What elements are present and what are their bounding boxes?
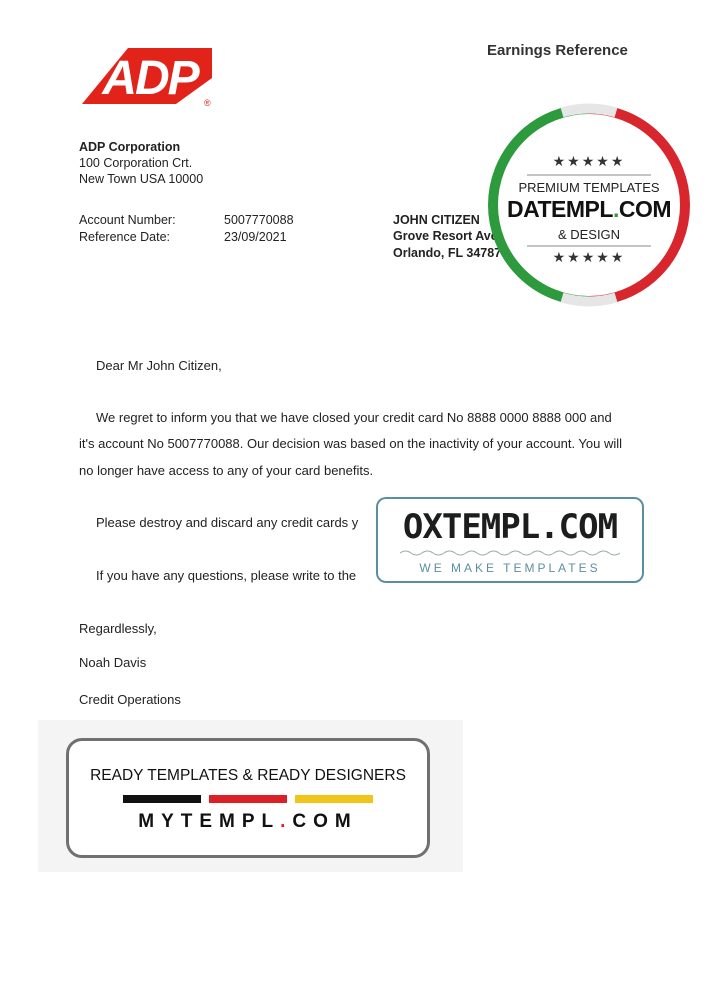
recipient-address-line1: Grove Resort Ave (393, 229, 498, 243)
reference-date-value: 23/09/2021 (224, 230, 287, 244)
flag-stripe-red (209, 795, 287, 803)
closing: Regardlessly, (79, 621, 157, 636)
paragraph-2: Please destroy and discard any credit cards y (96, 515, 359, 530)
badge-stars-bottom: ★★★★★ (552, 249, 626, 265)
paragraph-1-line-3: no longer have access to any of your card benefits. (79, 463, 374, 478)
company-address-line2: New Town USA 10000 (79, 172, 204, 186)
mytempl-brand (69, 811, 427, 833)
signer-name: Noah Davis (79, 655, 147, 670)
paragraph-1-line-2: it's account No 5007770088. Our decision was based on the inactivity of your account. You will (79, 436, 623, 451)
mytempl-tagline: READY TEMPLATES & READY DESIGNERS (90, 767, 406, 784)
signer-department: Credit Operations (79, 692, 181, 707)
recipient-address-line2: Orlando, FL 34787 (393, 246, 502, 260)
datempl-watermark-badge (487, 103, 691, 307)
wave-divider (400, 549, 620, 557)
document-title: Earnings Reference (487, 42, 628, 59)
account-number-label: Account Number: (79, 213, 176, 227)
salutation: Dear Mr John Citizen, (96, 358, 222, 373)
svg-text:ADP: ADP (102, 52, 198, 105)
flag-stripe-black (123, 795, 201, 803)
badge-brand-name: DATEMPL (506, 196, 613, 222)
flag-stripe-gold (295, 795, 373, 803)
account-number-value: 5007770088 (224, 213, 294, 227)
mytempl-brand-dot: . (280, 811, 293, 832)
oxtempl-tagline: WE MAKE TEMPLATES (419, 561, 601, 575)
recipient-name: JOHN CITIZEN (393, 213, 480, 227)
badge-brand-dot: . (612, 196, 619, 222)
paragraph-1-line-1: We regret to inform you that we have closed your credit card No 8888 0000 8888 000 and (96, 410, 612, 425)
company-address-line1: 100 Corporation Crt. (79, 156, 193, 170)
paragraph-3: If you have any questions, please write to the (96, 568, 357, 583)
badge-brand-tld: COM (618, 196, 671, 222)
adp-logo (80, 44, 215, 110)
oxtempl-watermark (376, 497, 644, 583)
badge-brand (487, 196, 691, 223)
badge-stars-top: ★★★★★ (552, 153, 626, 169)
company-name: ADP Corporation (79, 140, 181, 154)
oxtempl-brand: OXTEMPL.COM (402, 507, 618, 547)
badge-design-text: & DESIGN (557, 227, 621, 242)
reference-date-label: Reference Date: (79, 230, 171, 244)
mytempl-watermark (66, 738, 430, 858)
badge-premium-text: PREMIUM TEMPLATES (518, 180, 660, 195)
mytempl-brand-name: MYTEMPL (138, 811, 281, 832)
mytempl-brand-tld: COM (292, 811, 358, 832)
svg-text:®: ® (204, 98, 211, 108)
